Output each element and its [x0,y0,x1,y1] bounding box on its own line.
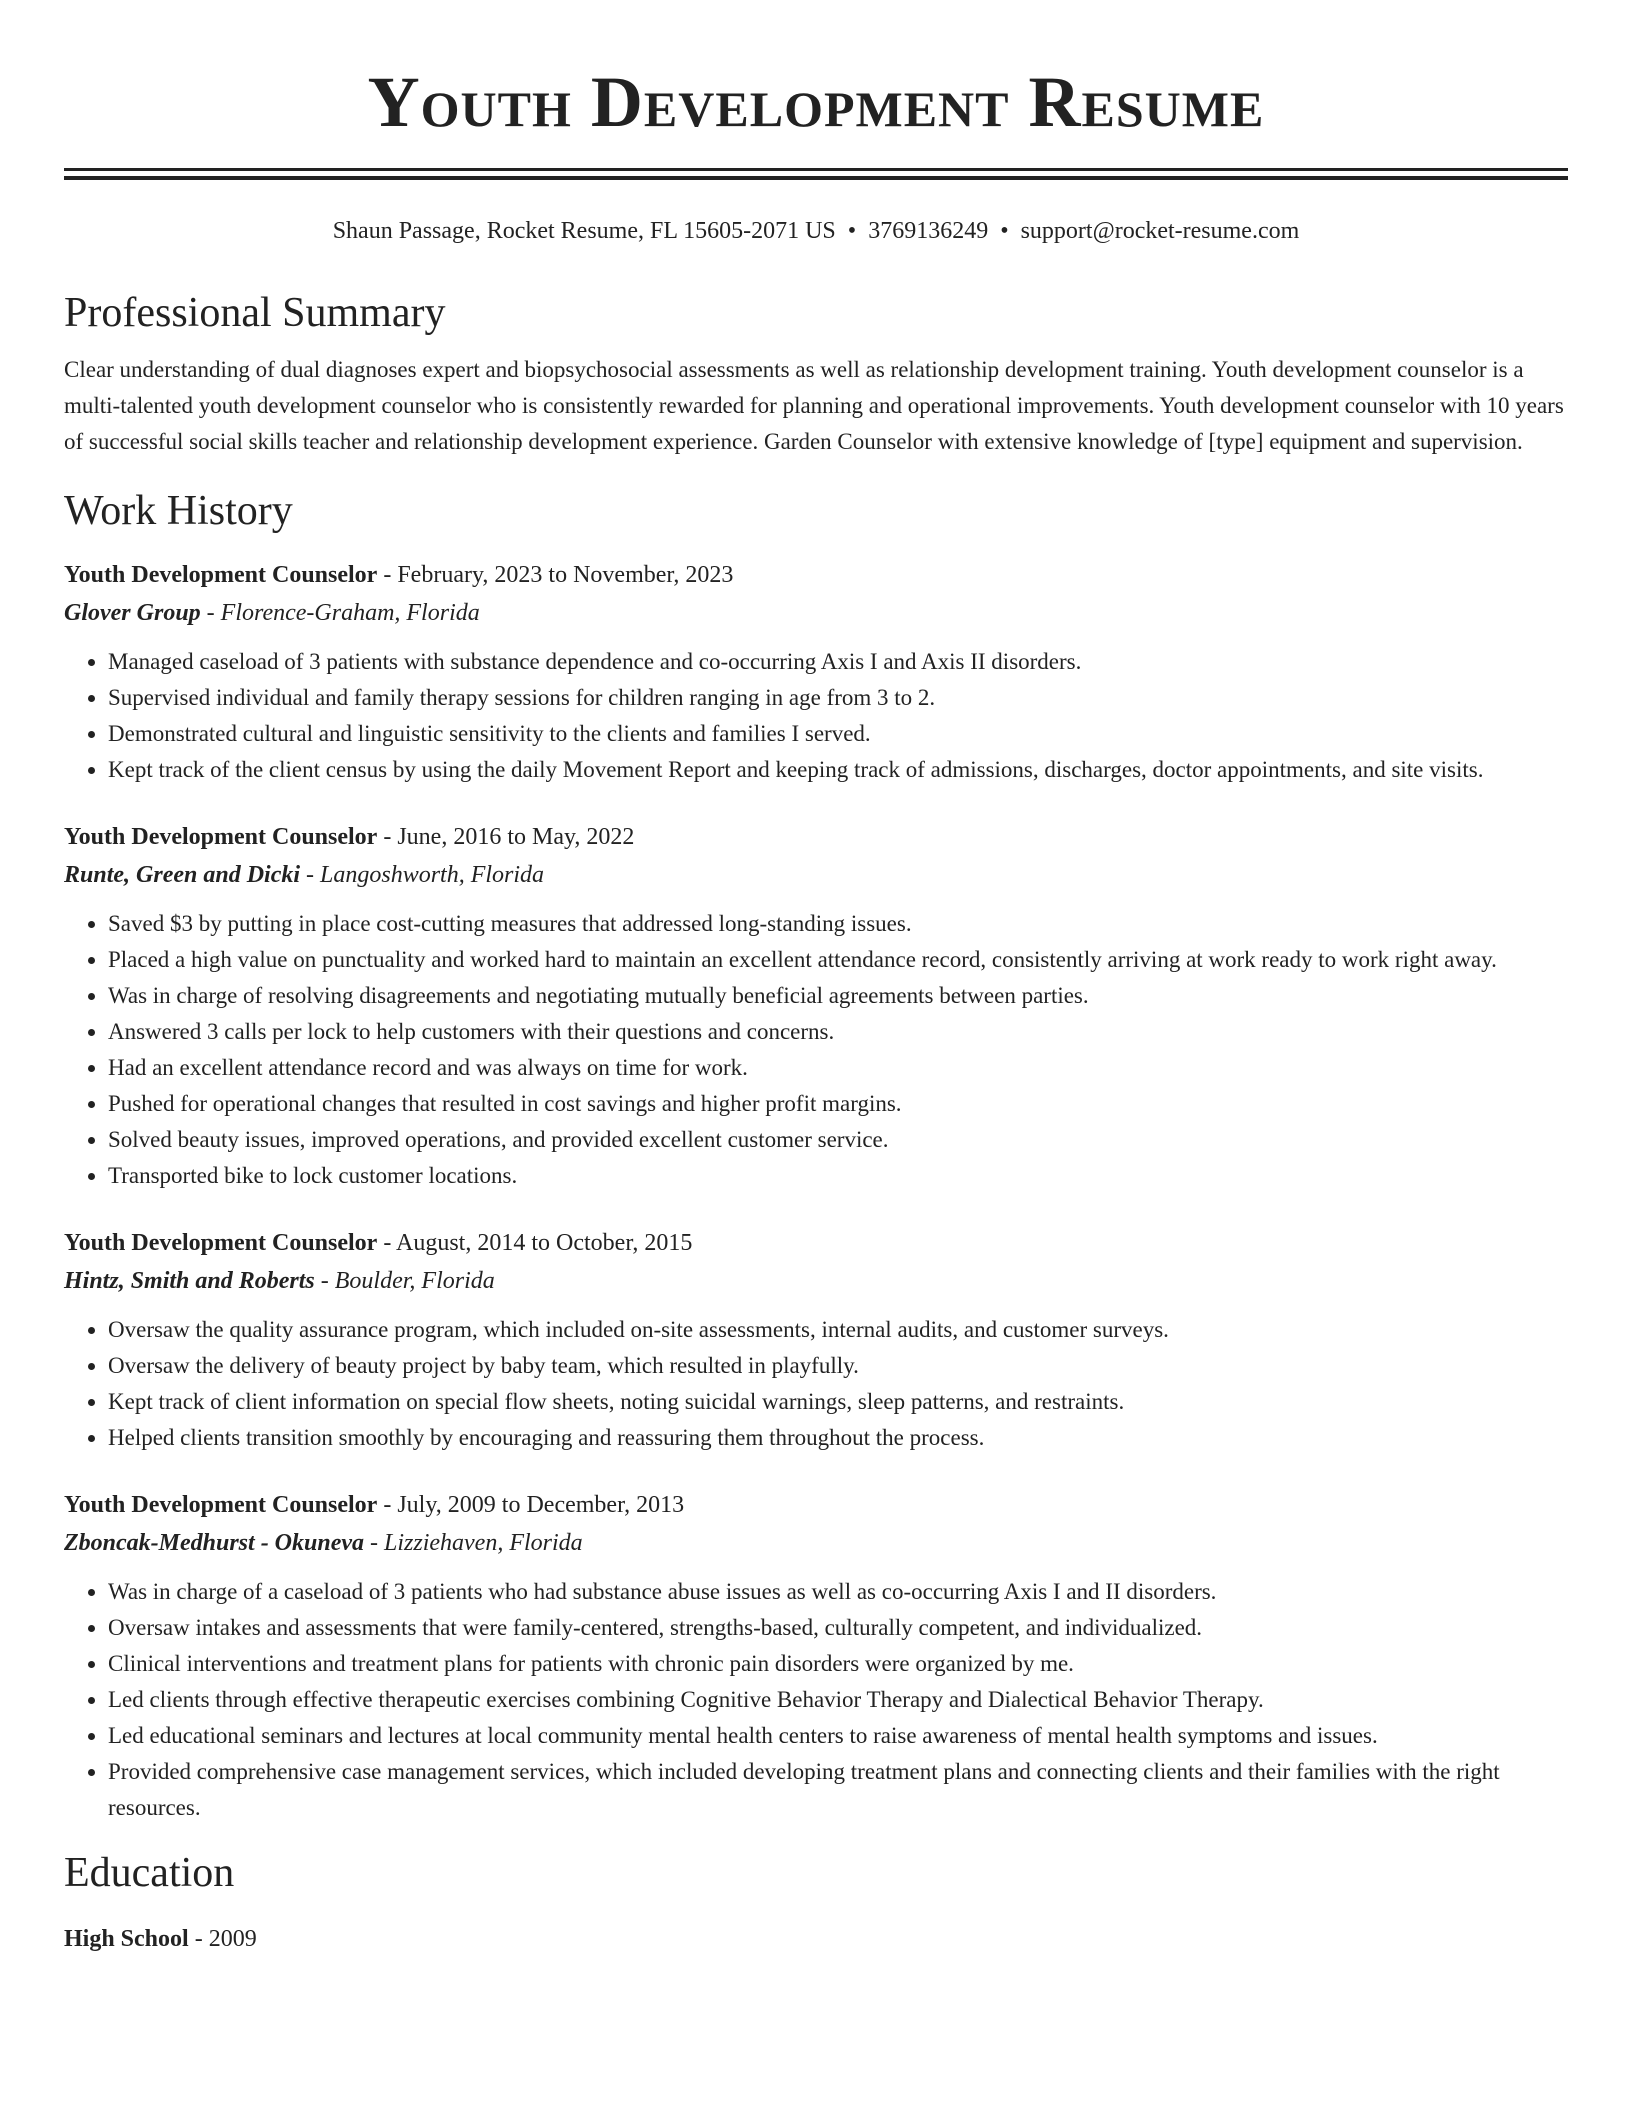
education-year: - 2009 [188,1926,257,1952]
title-rule-top [64,168,1568,171]
job-bullet: • Led clients through effective therapeutic exercises combining Cognitive Behavior Therapy and Dialectical Behavior Therapy. [108,1682,1568,1718]
job-title-line [64,1486,1568,1524]
job-entry [64,818,1568,1194]
job-dates: - June, 2016 to May, 2022 [377,824,635,850]
job-bullet: • Supervised individual and family therapy sessions for children ranging in age from 3 to 2. [108,680,1568,716]
summary-text: Clear understanding of dual diagnoses expert and biopsychosocial assessments as well as relationship development training. Youth development counselor is a multi-talented youth development counselor who is consistently rewarded for planning and operational improvements. Youth development counselor with 10 years of successful social skills teacher and relationship development experience. Garden Counselor with extensive knowledge of [type] equipment and supervision. [64,357,1564,454]
job-bullet: • Was in charge of a caseload of 3 patients who had substance abuse issues as well as co-occurring Axis I and II disorders. [108,1574,1568,1610]
job-bullet: • Clinical interventions and treatment plans for patients with chronic pain disorders were organized by me. [108,1646,1568,1682]
company-location: - Langoshworth, Florida [300,862,545,888]
job-entry [64,1224,1568,1456]
job-bullet: • Solved beauty issues, improved operations, and provided excellent customer service. [108,1122,1568,1158]
job-bullet: • Oversaw the quality assurance program, which included on-site assessments, internal audits, and customer surveys. [108,1312,1568,1348]
company-line [64,856,1568,894]
summary-heading: Professional Summary [64,290,446,336]
job-title: Youth Development Counselor [64,562,378,588]
job-title: Youth Development Counselor [64,1492,378,1518]
job-dates: - July, 2009 to December, 2013 [377,1492,685,1518]
job-bullet: • Led educational seminars and lectures at local community mental health centers to raise awareness of mental health symptoms and issues. [108,1718,1568,1754]
title-rule-bottom [64,176,1568,180]
job-bullet: • Answered 3 calls per lock to help customers with their questions and concerns. [108,1014,1568,1050]
job-title-line [64,1224,1568,1262]
job-bullet: • Helped clients transition smoothly by encouraging and reassuring them throughout the process. [108,1420,1568,1456]
job-bullet: • Had an excellent attendance record and was always on time for work. [108,1050,1568,1086]
job-bullet: • Oversaw intakes and assessments that were family-centered, strengths-based, culturally competent, and individualized. [108,1610,1568,1646]
company-location: - Florence-Graham, Florida [200,600,480,626]
company-line [64,1524,1568,1562]
company-name: Glover Group [64,600,201,626]
job-bullet: • Kept track of the client census by using the daily Movement Report and keeping track of admissions, discharges, doctor appointments, and site visits. [108,752,1568,788]
job-bullet: • Kept track of client information on special flow sheets, noting suicidal warnings, sleep patterns, and restraints. [108,1384,1568,1420]
resume-page [64,0,1568,1958]
company-location: - Boulder, Florida [314,1268,495,1294]
contact-phone: 3769136249 [868,218,989,244]
job-bullet: • Provided comprehensive case management services, which included developing treatment plans and connecting clients and their families with the right resources. [108,1754,1568,1826]
job-bullets [64,644,1568,788]
resume-title: Youth Development Resume [367,62,1265,142]
contact-separator: • [1000,218,1009,244]
job-entry [64,1486,1568,1826]
job-bullet: • Transported bike to lock customer locations. [108,1158,1568,1194]
education-heading: Education [64,1850,235,1896]
job-dates: - August, 2014 to October, 2015 [377,1230,693,1256]
company-line [64,1262,1568,1300]
contact-separator: • [847,218,857,244]
job-bullet: • Was in charge of resolving disagreements and negotiating mutually beneficial agreements between parties. [108,978,1568,1014]
job-bullets [64,1312,1568,1456]
job-title-line [64,556,1568,594]
education-level: High School [64,1926,189,1952]
contact-address: Shaun Passage, Rocket Resume, FL 15605-2071 US [332,218,836,244]
company-name: Hintz, Smith and Roberts [64,1268,315,1294]
company-location: - Lizziehaven, Florida [364,1530,583,1556]
job-bullet: • Demonstrated cultural and linguistic sensitivity to the clients and families I served. [108,716,1568,752]
company-name: Zboncak-Medhurst - Okuneva [64,1530,365,1556]
job-bullet: • Managed caseload of 3 patients with substance dependence and co-occurring Axis I and Axis II disorders. [108,644,1568,680]
company-name: Runte, Green and Dicki [64,862,301,888]
job-bullets [64,1574,1568,1826]
job-entry [64,556,1568,788]
job-bullet: • Saved $3 by putting in place cost-cutting measures that addressed long-standing issues. [108,906,1568,942]
job-title-line [64,818,1568,856]
job-dates: - February, 2023 to November, 2023 [377,562,734,588]
job-bullet: • Pushed for operational changes that resulted in cost savings and higher profit margins. [108,1086,1568,1122]
contact-line [64,216,1568,246]
work-history-heading: Work History [64,488,293,534]
company-line [64,594,1568,632]
job-title: Youth Development Counselor [64,824,378,850]
job-title: Youth Development Counselor [64,1230,378,1256]
education-entry [64,1920,1568,1958]
job-bullets [64,906,1568,1194]
contact-email: support@rocket-resume.com [1020,218,1300,244]
job-bullet: • Oversaw the delivery of beauty project by baby team, which resulted in playfully. [108,1348,1568,1384]
job-bullet: • Placed a high value on punctuality and worked hard to maintain an excellent attendance record, consistently arriving at work ready to work right away. [108,942,1568,978]
